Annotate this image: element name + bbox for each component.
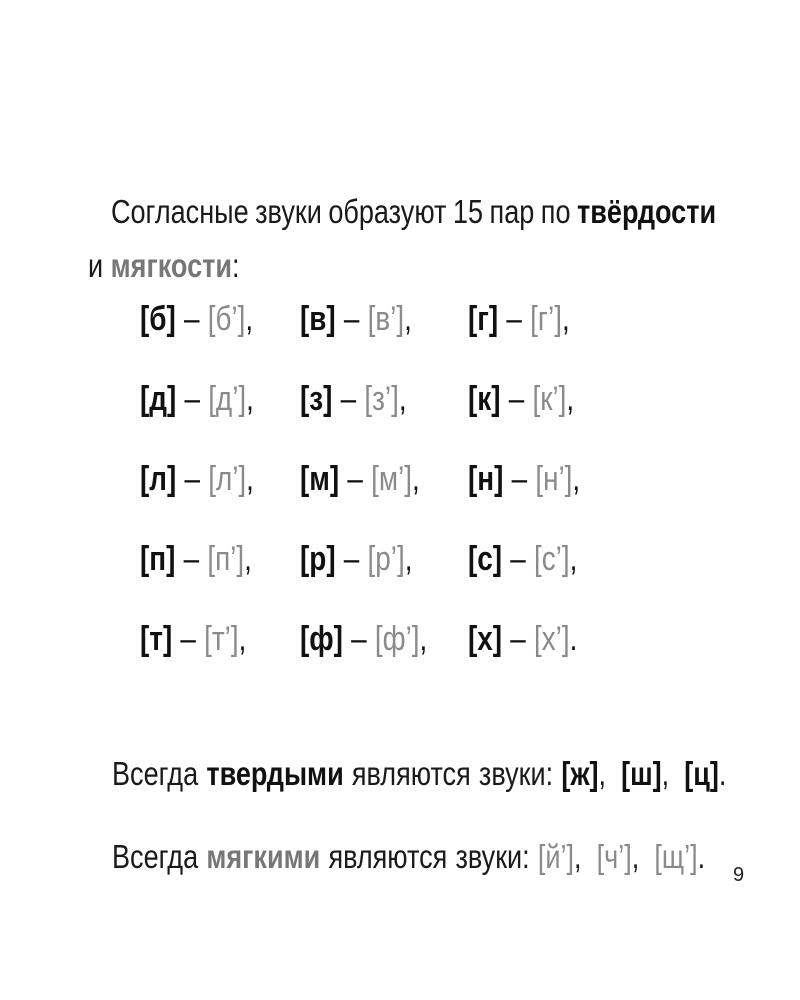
- soft-sound: [ч’]: [596, 838, 632, 875]
- intro-word: по: [540, 193, 571, 230]
- consonant-pair: [140, 380, 254, 419]
- hard-rule-key: твердыми: [206, 755, 344, 792]
- hard-consonant: [х]: [468, 620, 503, 658]
- soft-consonant: [б’]: [207, 300, 246, 338]
- hard-consonant: [л]: [140, 460, 177, 498]
- separator: ,: [574, 838, 582, 875]
- hard-consonant: [с]: [468, 540, 503, 578]
- pair-punctuation: ,: [411, 460, 420, 498]
- intro-word: 15: [452, 193, 484, 230]
- pair-punctuation: ,: [419, 620, 428, 658]
- pair-dash: –: [340, 380, 357, 418]
- pair-punctuation: ,: [245, 300, 254, 338]
- hard-sound: [ц]: [684, 755, 719, 792]
- intro-conjunction: и: [88, 247, 104, 284]
- hardness-term: твёрдости: [577, 193, 717, 230]
- consonant-pair: [300, 460, 420, 499]
- soft-consonant: [н’]: [535, 460, 573, 498]
- rule-word: являются: [351, 755, 471, 792]
- pair-dash: –: [347, 460, 363, 498]
- rule-word: Всегда: [112, 838, 199, 875]
- separator: ,: [598, 755, 607, 792]
- soft-consonant: [ф’]: [374, 620, 420, 658]
- soft-consonant: [г’]: [530, 300, 562, 338]
- hard-consonant: [р]: [300, 540, 336, 578]
- intro-colon: :: [232, 247, 240, 284]
- hard-consonant: [т]: [140, 620, 173, 658]
- pair-dash: –: [183, 300, 200, 338]
- consonant-pair: [300, 380, 407, 419]
- intro-word: Согласные: [110, 193, 249, 230]
- pair-punctuation: ,: [246, 380, 254, 418]
- pair-dash: –: [180, 620, 196, 658]
- consonant-pair: [468, 460, 580, 499]
- hard-consonant: [з]: [300, 380, 333, 418]
- pair-row: [140, 460, 660, 514]
- hard-consonant: [п]: [140, 540, 176, 578]
- soft-consonant: [в’]: [367, 300, 405, 338]
- pair-punctuation: ,: [238, 620, 247, 658]
- soft-consonant: [п’]: [207, 540, 245, 578]
- soft-consonant: [к’]: [532, 380, 567, 418]
- soft-consonant: [л’]: [208, 460, 247, 498]
- pair-dash: –: [343, 540, 360, 578]
- consonant-pair: [140, 300, 253, 339]
- consonant-pair: [140, 540, 252, 579]
- soft-sound: [щ’]: [654, 838, 698, 875]
- pair-punctuation: ,: [244, 540, 252, 578]
- rule-word: звуки:: [455, 838, 530, 875]
- rule-word: звуки:: [478, 755, 554, 792]
- hard-consonant: [н]: [468, 460, 504, 498]
- pair-dash: –: [351, 620, 367, 658]
- hard-rule-line: [112, 755, 726, 793]
- consonant-pair: [468, 620, 577, 659]
- hard-consonant: [в]: [300, 300, 336, 338]
- pair-dash: –: [508, 380, 525, 418]
- consonant-pair: [300, 300, 412, 339]
- pair-punctuation: ,: [404, 300, 412, 338]
- pair-punctuation: ,: [572, 460, 581, 498]
- pair-dash: –: [511, 460, 528, 498]
- consonant-pair: [468, 540, 577, 579]
- rule-word: являются: [328, 838, 448, 875]
- soft-consonant: [х’]: [533, 620, 570, 658]
- separator: ,: [631, 838, 640, 875]
- separator: ,: [661, 755, 670, 792]
- hard-consonant: [б]: [140, 300, 176, 338]
- pair-punctuation: ,: [246, 460, 254, 498]
- pair-row: [140, 380, 660, 434]
- consonant-pair: [468, 300, 570, 339]
- hard-consonant: [ф]: [300, 620, 343, 658]
- hard-sound: [ж]: [561, 755, 599, 792]
- pair-punctuation: ,: [561, 300, 570, 338]
- terminator: .: [697, 838, 706, 875]
- soft-consonant: [м’]: [371, 460, 412, 498]
- soft-consonant: [р’]: [367, 540, 405, 578]
- hard-consonant: [д]: [140, 380, 177, 418]
- hard-consonant: [к]: [468, 380, 501, 418]
- soft-rule-key: мягкими: [206, 838, 321, 875]
- soft-rule-line: [112, 838, 705, 876]
- soft-consonant: [д’]: [208, 380, 247, 418]
- intro-word: звуки: [255, 193, 322, 230]
- pair-dash: –: [343, 300, 360, 338]
- pair-dash: –: [184, 380, 200, 418]
- pair-punctuation: .: [569, 620, 578, 658]
- hard-consonant: [г]: [468, 300, 499, 338]
- soft-consonant: [з’]: [364, 380, 399, 418]
- pair-dash: –: [506, 300, 522, 338]
- pair-punctuation: ,: [566, 380, 575, 418]
- soft-sound: [й’]: [537, 838, 575, 875]
- intro-line-2: [88, 239, 716, 293]
- consonant-pair: [140, 460, 254, 499]
- soft-consonant: [т’]: [204, 620, 239, 658]
- pair-dash: –: [510, 620, 526, 658]
- pair-dash: –: [510, 540, 526, 578]
- pair-punctuation: ,: [569, 540, 578, 578]
- rule-word: Всегда: [112, 755, 199, 792]
- intro-paragraph: [88, 185, 716, 293]
- pair-punctuation: ,: [398, 380, 407, 418]
- pair-row: [140, 620, 660, 674]
- intro-word: пар: [489, 193, 535, 230]
- consonant-pair: [468, 380, 574, 419]
- hard-consonant: [м]: [300, 460, 340, 498]
- page-number: 9: [733, 864, 745, 886]
- consonant-pair: [300, 620, 427, 659]
- pair-row: [140, 540, 660, 594]
- intro-word: образуют: [328, 193, 447, 230]
- consonant-pair: [300, 540, 412, 579]
- terminator: .: [718, 755, 727, 792]
- pair-row: [140, 300, 660, 354]
- consonant-pair: [140, 620, 246, 659]
- pair-dash: –: [184, 460, 201, 498]
- pair-dash: –: [183, 540, 200, 578]
- pair-punctuation: ,: [404, 540, 413, 578]
- soft-consonant: [с’]: [533, 540, 570, 578]
- softness-term: мягкости: [110, 247, 233, 284]
- intro-line-1: [88, 185, 716, 239]
- hard-sound: [ш]: [621, 755, 662, 792]
